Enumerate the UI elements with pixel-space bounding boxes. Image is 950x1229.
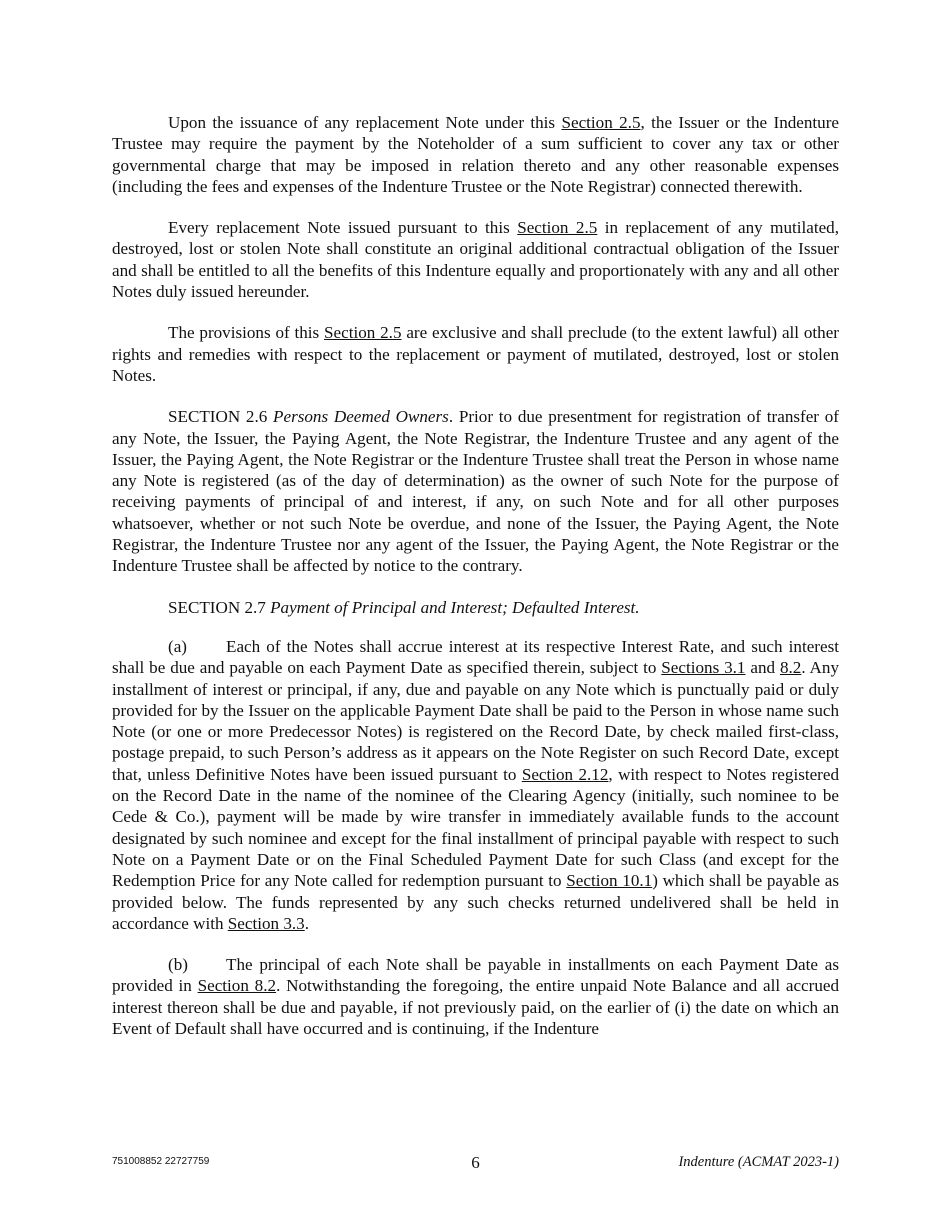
section-2-7-heading — [112, 597, 839, 618]
paragraph-replacement-note-issuance — [112, 112, 839, 197]
text: . Any installment of interest or principal, if any, due and payable on any Note which is punctually paid or duly provided for by the Issuer on the applicable Payment Date shall be paid to the Person in whose name such Note (or one or more Predecessor Notes) is registered on the Record Date, by check mailed first-class, postage prepaid, to such Person’s address as it appears on the Note Register on such Record Date, except that, unless Definitive Notes have been issued pursuant to — [112, 658, 839, 784]
text: ) which shall be payable as provided below. The funds represented by any such checks returned undelivered shall be held in accordance with — [112, 871, 839, 933]
section-reference: Section 3.3 — [227, 913, 305, 933]
document-id: 751008852 22727759 — [112, 1156, 210, 1167]
section-title: Persons Deemed Owners — [273, 407, 449, 427]
paragraph-provisions-exclusive — [112, 322, 839, 386]
paragraph-2-7-b — [112, 954, 839, 1039]
text: . Prior to due presentment for registration of transfer of any Note, the Issuer, the Paying Agent, the Note Registrar, the Indenture Trustee and any agent of the Issuer, the Paying Agent, the Note Registrar or the Indenture Trustee shall treat the Person in whose name any Note is registered (as of the day of determination) as the owner of such Note for the purpose of receiving payments of principal of and interest, if any, on such Note and for all other purposes whatsoever, whether or not such Note be overdue, and none of the Issuer, the Paying Agent, the Note Registrar, the Indenture Trustee nor any agent of the Issuer, the Paying Agent, the Note Registrar or the Indenture Trustee shall be affected by notice to the contrary. — [112, 407, 839, 576]
page-number: 6 — [471, 1153, 480, 1172]
text: and — [745, 658, 780, 678]
section-label: SECTION 2.7 — [168, 597, 271, 617]
section-reference: Section 2.12 — [521, 764, 609, 784]
text: Each of the Notes shall accrue interest at its respective Interest Rate, and such interest shall be due and payable on each Payment Date as specified therein, subject to — [112, 636, 839, 678]
section-reference: Section 2.5 — [561, 113, 641, 132]
section-2-6-persons-deemed-owners — [112, 406, 839, 576]
paragraph-2-7-a — [112, 636, 839, 934]
text: are exclusive and shall preclude (to the extent lawful) all other rights and remedies with respect to the replacement or payment of mutilated, destroyed, lost or stolen Notes. — [112, 323, 839, 385]
section-reference: Sections 3.1 — [661, 658, 746, 678]
section-reference: Section 2.5 — [517, 218, 598, 238]
text: The provisions of this — [168, 323, 325, 343]
section-reference: Section 10.1 — [566, 871, 653, 891]
text: Upon the issuance of any replacement Note under this — [168, 113, 562, 132]
text: in replacement of any mutilated, destroyed, lost or stolen Note shall constitute an original additional contractual obligation of the Issuer and shall be entitled to all the benefits of this Indenture equally and proportionately with any and all other Notes duly issued hereunder. — [112, 218, 839, 302]
text: The principal of each Note shall be payable in installments on each Payment Date as provided in — [112, 955, 839, 996]
text: , with respect to Notes registered on the Record Date in the name of the nominee of the Clearing Agency (initially, such nominee to be Cede & Co.), payment will be made by wire transfer in immediately available funds to the account designated by such nominee and except for the final installment of principal payable with respect to such Note on a Payment Date or on the Final Scheduled Payment Date for such Class (and except for the Redemption Price for any Note called for redemption pursuant to — [112, 764, 840, 891]
document-title: Indenture (ACMAT 2023-1) — [678, 1154, 839, 1170]
page-body — [112, 112, 839, 1059]
clause-label: (a) — [168, 636, 187, 656]
paragraph-replacement-note-obligation — [112, 217, 839, 302]
page-footer — [112, 1153, 839, 1177]
text: Every replacement Note issued pursuant to this — [168, 218, 518, 238]
section-reference: 8.2 — [779, 658, 802, 678]
text: , the Issuer or the Indenture Trustee may require the payment by the Noteholder of a sum sufficient to cover any tax or other governmental charge that may be imposed in relation thereto and any other reasonable expenses (including the fees and expenses of the Indenture Trustee or the Note Registrar) connected therewith. — [112, 113, 839, 196]
section-reference: Section 8.2 — [197, 976, 277, 996]
clause-label: (b) — [168, 955, 188, 975]
section-reference: Section 2.5 — [324, 323, 402, 343]
text: . Notwithstanding the foregoing, the entire unpaid Note Balance and all accrued interest thereon shall be due and payable, if not previously paid, on the earlier of (i) the date on which an Event of Default shall have occurred and is continuing, if the Indenture — [112, 976, 840, 1038]
section-title: Payment of Principal and Interest; Defaulted Interest. — [270, 597, 640, 617]
section-label: SECTION 2.6 — [168, 407, 274, 427]
text: . — [304, 913, 309, 933]
